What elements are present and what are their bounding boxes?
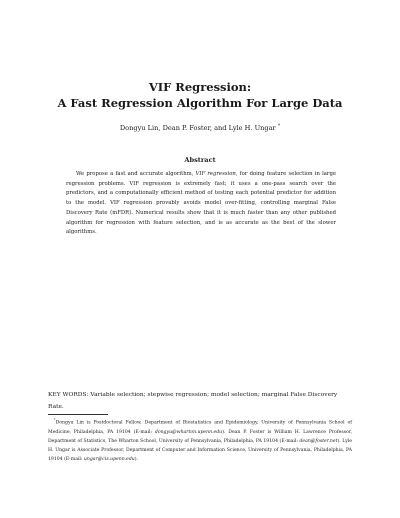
footnote-text-2: ). Dean P. Foster is William H. Lawrence Professor, Department of Statistics, The Wharton School, University of Pennsylvania, Philadelphia, PA 19104 (E-mail: [48,429,352,444]
footnote-mark: * [54,418,56,422]
paper-title-line-2: A Fast Regression Algorithm For Large Data [57,96,343,110]
author-footnote [48,416,352,464]
keywords: KEY WORDS: Variable selection; stepwise regression; model selection; marginal False Discovery Rate. [48,392,338,410]
abstract-method-name: VIF regression [195,171,236,177]
footnote-rule [48,414,108,415]
footnote-email-1: dongyu@wharton.upenn.edu [154,429,223,435]
paper-title-line-1: VIF Regression: [148,80,252,94]
footnote-email-3: ungar@cis.upenn.edu [83,456,135,462]
footnote-text-1: Dongyu Lin is Postdoctoral Fellow, Department of Biostatistics and Epidemiology, University of Pennsylvania School of Medicine, Philadelphia, PA 19104 (E-mail: [48,420,352,435]
abstract-text-part-2: , for doing feature selection in large regression problems. VIF regression is extremely fast; it uses a one-pass search over the predictors, and a computationally efficient method of testing each potential predictor for addition to the model. VIF regression provably avoids model over-fitting, controlling marginal False Discovery Rate (mFDR). Numerical results show that it is much faster than any other published algorithm for regression with feature selection, and is as accurate as the best of the slower algorithms. [66,171,336,236]
footnote-text-3: ). Lyle H. Ungar is Associate Professor, Department of Computer and Information Science, University of Pennsylvania, Philadelphia, PA 19104 (E-mail: [48,438,352,462]
author-names: Dongyu Lin, Dean P. Foster, and Lyle H. Ungar [119,124,276,133]
author-footnote-mark: * [277,124,281,129]
author-line [0,124,400,132]
abstract-text-part-1: We propose a fast and accurate algorithm, [76,171,196,177]
abstract-body [66,170,336,238]
abstract-heading: Abstract [184,156,216,164]
footnote-email-2: dean@foster.net [299,438,338,444]
footnote-text-4: ). [134,456,139,462]
